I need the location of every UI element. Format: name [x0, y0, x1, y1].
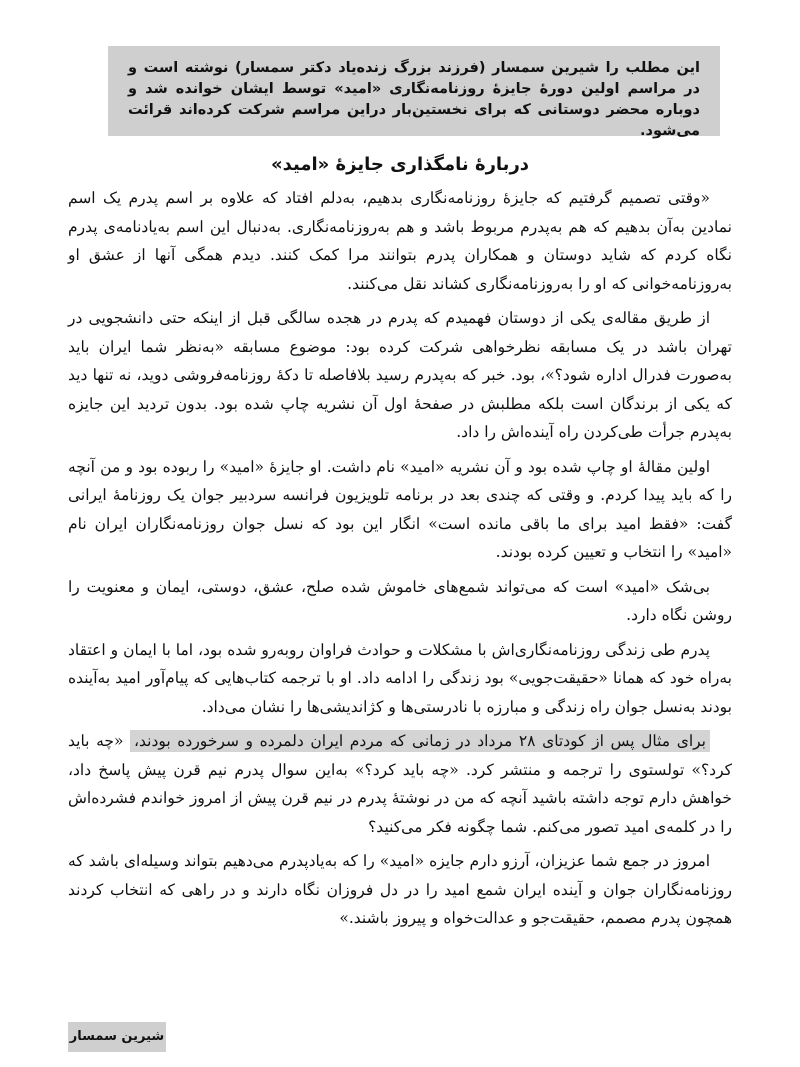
intro-note: این مطلب را شیرین سمسار (فرزند بزرگ زنده‌یاد دکتر سمسار) نوشته است و در مراسم اولین دورهٔ جایزهٔ روزنامه‌نگاری «امید» توسط ایشان خوانده شد و دوباره محضر دوستانی که برای نخستین‌بار دراین مراسم شرکت کرده‌اند قرائت می‌شود.	[108, 46, 720, 136]
paragraph-6	[68, 727, 732, 841]
article-body	[68, 184, 732, 939]
paragraph-6-rest: «چه باید کرد؟» تولستوی را ترجمه و منتشر کرد. «چه باید کرد؟» به‌این سوال پدرم نیم قرن پیش پاسخ داد، خواهش دارم توجه داشته باشید آنچه که من در نوشتهٔ پدرم در نیم قرن پیش از امروز خواندم فشرده‌اش را در کلمه‌ی امید تصور می‌کنم. شما چگونه فکر می‌کنید؟	[68, 732, 732, 836]
paragraph-1: «وقتی تصمیم گرفتیم که جایزهٔ روزنامه‌نگاری بدهیم، به‌دلم افتاد که علاوه بر اسم پدرم یک اسم نمادین به‌آن بدهیم که هم به‌پدرم مربوط باشد و هم به‌روزنامه‌نگاری. به‌دنبال این اسم به‌یادنامه‌ی پدرم نگاه کردم که شاید دوستان و همکاران پدرم بتوانند مرا کمک کنند. دیدم همگی آنها از عشق او به‌روزنامه‌خوانی که او را به‌روزنامه‌نگاری کشاند نقل می‌کنند.	[68, 189, 732, 293]
author-signature: شیرین سمسار	[68, 1022, 166, 1052]
paragraph-2: از طریق مقاله‌ی یکی از دوستان فهمیدم که پدرم در هجده سالگی قبل از اینکه حتی دانشجویی در تهران باشد در یک مسابقه نظرخواهی شرکت کرده بود: موضوع مسابقه «به‌نظر شما ایران باید به‌صورت فدرال اداره شود؟»، بود. خبر که به‌پدرم رسید بلافاصله تا دکهٔ روزنامه‌فروشی دوید، نه تنها دید که یکی از برندگان است بلکه مطلبش در صفحهٔ اول آن نشریه چاپ شده بود. بدون تردید این جایزه به‌پدرم جرأت طی‌کردن راه آینده‌اش را داد.	[68, 309, 732, 441]
paragraph-3: اولین مقالهٔ او چاپ شده بود و آن نشریه «امید» نام داشت. او جایزهٔ «امید» را ربوده بود و من آنچه را که باید پیدا کردم. و وقتی که چندی بعد در برنامه تلویزیون فرانسه سردبیر جوان یک روزنامهٔ ایرانی گفت: «فقط امید برای ما باقی مانده است» انگار این بود که نسل جوان روزنامه‌نگاران ایران نام «امید» را انتخاب و تعیین کرده بودند.	[68, 457, 732, 561]
paragraph-7: امروز در جمع شما عزیزان، آرزو دارم جایزه «امید» را که به‌یادپدرم می‌دهیم بتواند وسیله‌ای باشد که روزنامه‌نگاران جوان و آینده ایران شمع امید را در دل فروزان نگاه دارند و در راهی که انتخاب کردند همچون پدرم مصمم، حقیقت‌جو و عدالت‌خواه و پیروز باشند.»	[68, 852, 732, 927]
paragraph-4: بی‌شک «امید» است که می‌تواند شمع‌های خاموش شده صلح، عشق، دوستی، ایمان و معنویت را روشن نگاه دارد.	[68, 577, 732, 624]
article-title: دربارهٔ نامگذاری جایزهٔ «امید»	[270, 154, 530, 175]
paragraph-5: پدرم طی زندگی روزنامه‌نگاری‌اش با مشکلات و حوادث فراوان روبه‌رو شده بود، اما با ایمان و اعتقاد به‌راه خود که همانا «حقیقت‌جویی» بود زندگی را ادامه داد. او با ترجمه کتاب‌هایی که پیام‌آور امید به‌آینده بودند به‌نسل جوان راه زندگی و مبارزه با نادرستی‌ها و کژاندیشی‌ها را نشان می‌داد.	[68, 640, 732, 716]
highlighted-sentence: برای مثال پس از کودتای ۲۸ مرداد در زمانی که مردم ایران دلمرده و سرخورده بودند،	[130, 730, 710, 752]
